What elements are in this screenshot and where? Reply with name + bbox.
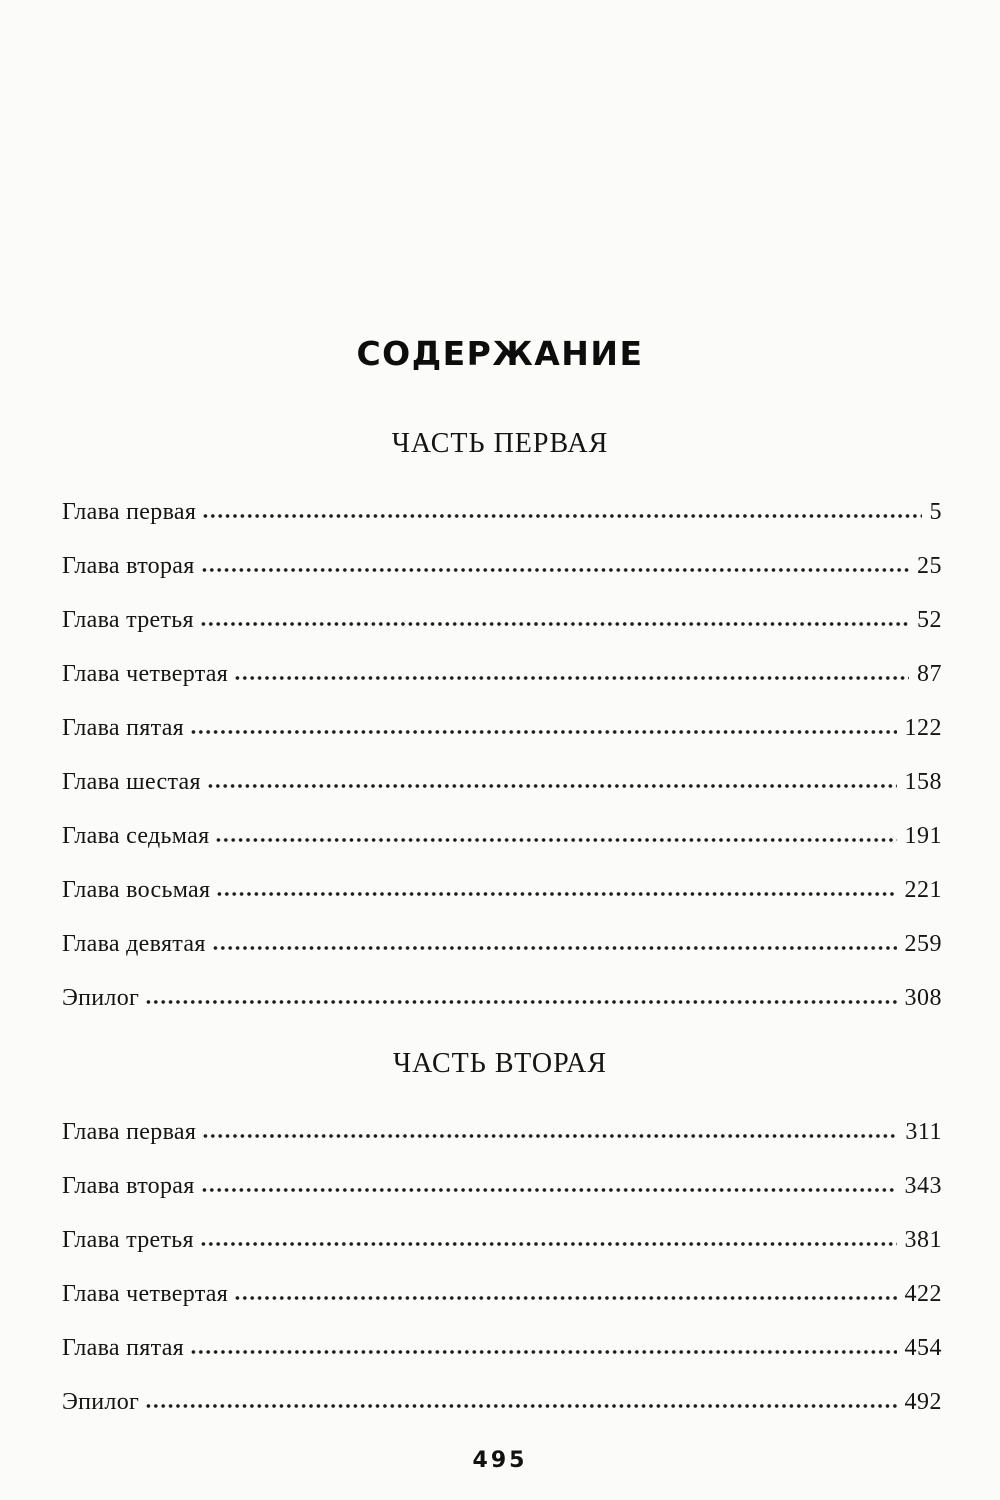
dot-leader: [202, 567, 909, 573]
chapter-label: Эпилог: [62, 985, 140, 1011]
toc-entry: [62, 808, 942, 862]
chapter-label: Глава первая: [62, 499, 197, 525]
chapter-label: Глава восьмая: [62, 877, 211, 903]
dot-leader: [203, 513, 921, 519]
part-heading: ЧАСТЬ ВТОРАЯ: [392, 1048, 608, 1079]
chapter-label: Глава четвертая: [62, 1281, 229, 1307]
chapter-page-number: 343: [904, 1173, 942, 1199]
toc-entry: [62, 646, 942, 700]
page-number: 495: [472, 1448, 528, 1473]
chapter-page-number: 308: [904, 985, 942, 1011]
chapter-label: Глава пятая: [62, 1335, 185, 1361]
toc-title: СОДЕРЖАНИЕ: [356, 334, 644, 373]
chapter-page-number: 221: [904, 877, 942, 903]
dot-leader: [208, 783, 897, 789]
dot-leader: [202, 1187, 897, 1193]
chapter-page-number: 381: [904, 1227, 942, 1253]
toc-entry: [62, 1266, 942, 1320]
chapter-page-number: 158: [904, 769, 942, 795]
dot-leader: [235, 1295, 896, 1301]
toc-sections: [0, 426, 1000, 1428]
toc-entry-list: [62, 484, 942, 1024]
chapter-label: Глава вторая: [62, 553, 195, 579]
dot-leader: [201, 1241, 897, 1247]
toc-entry: [62, 862, 942, 916]
chapter-label: Глава вторая: [62, 1173, 195, 1199]
toc-entry: [62, 916, 942, 970]
chapter-label: Глава третья: [62, 607, 194, 633]
chapter-page-number: 311: [905, 1119, 942, 1145]
chapter-label: Эпилог: [62, 1389, 140, 1415]
toc-entry: [62, 970, 942, 1024]
dot-leader: [213, 945, 897, 951]
part-heading: ЧАСТЬ ПЕРВАЯ: [391, 428, 609, 459]
dot-leader: [216, 837, 896, 843]
page-footer: [0, 1446, 1000, 1476]
dot-leader: [203, 1133, 897, 1139]
toc-entry: [62, 1212, 942, 1266]
chapter-label: Глава пятая: [62, 715, 185, 741]
chapter-page-number: 191: [904, 823, 942, 849]
dot-leader: [235, 675, 909, 681]
toc-entry: [62, 484, 942, 538]
toc-entry: [62, 1374, 942, 1428]
chapter-page-number: 422: [904, 1281, 942, 1307]
chapter-label: Глава седьмая: [62, 823, 210, 849]
toc-entry: [62, 1158, 942, 1212]
chapter-label: Глава девятая: [62, 931, 206, 957]
chapter-label: Глава четвертая: [62, 661, 229, 687]
chapter-label: Глава шестая: [62, 769, 201, 795]
toc-entry: [62, 700, 942, 754]
chapter-page-number: 5: [929, 499, 942, 525]
chapter-label: Глава первая: [62, 1119, 197, 1145]
toc-entry: [62, 754, 942, 808]
toc-entry-list: [62, 1104, 942, 1428]
chapter-label: Глава третья: [62, 1227, 194, 1253]
toc-entry: [62, 538, 942, 592]
chapter-page-number: 87: [917, 661, 942, 687]
chapter-page-number: 25: [917, 553, 942, 579]
toc-entry: [62, 1320, 942, 1374]
dot-leader: [146, 1403, 896, 1409]
chapter-page-number: 259: [904, 931, 942, 957]
chapter-page-number: 122: [904, 715, 942, 741]
dot-leader: [201, 621, 909, 627]
dot-leader: [217, 891, 896, 897]
chapter-page-number: 52: [917, 607, 942, 633]
dot-leader: [191, 729, 896, 735]
toc-entry: [62, 592, 942, 646]
dot-leader: [146, 999, 896, 1005]
chapter-page-number: 492: [904, 1389, 942, 1415]
toc-entry: [62, 1104, 942, 1158]
dot-leader: [191, 1349, 896, 1355]
chapter-page-number: 454: [904, 1335, 942, 1361]
